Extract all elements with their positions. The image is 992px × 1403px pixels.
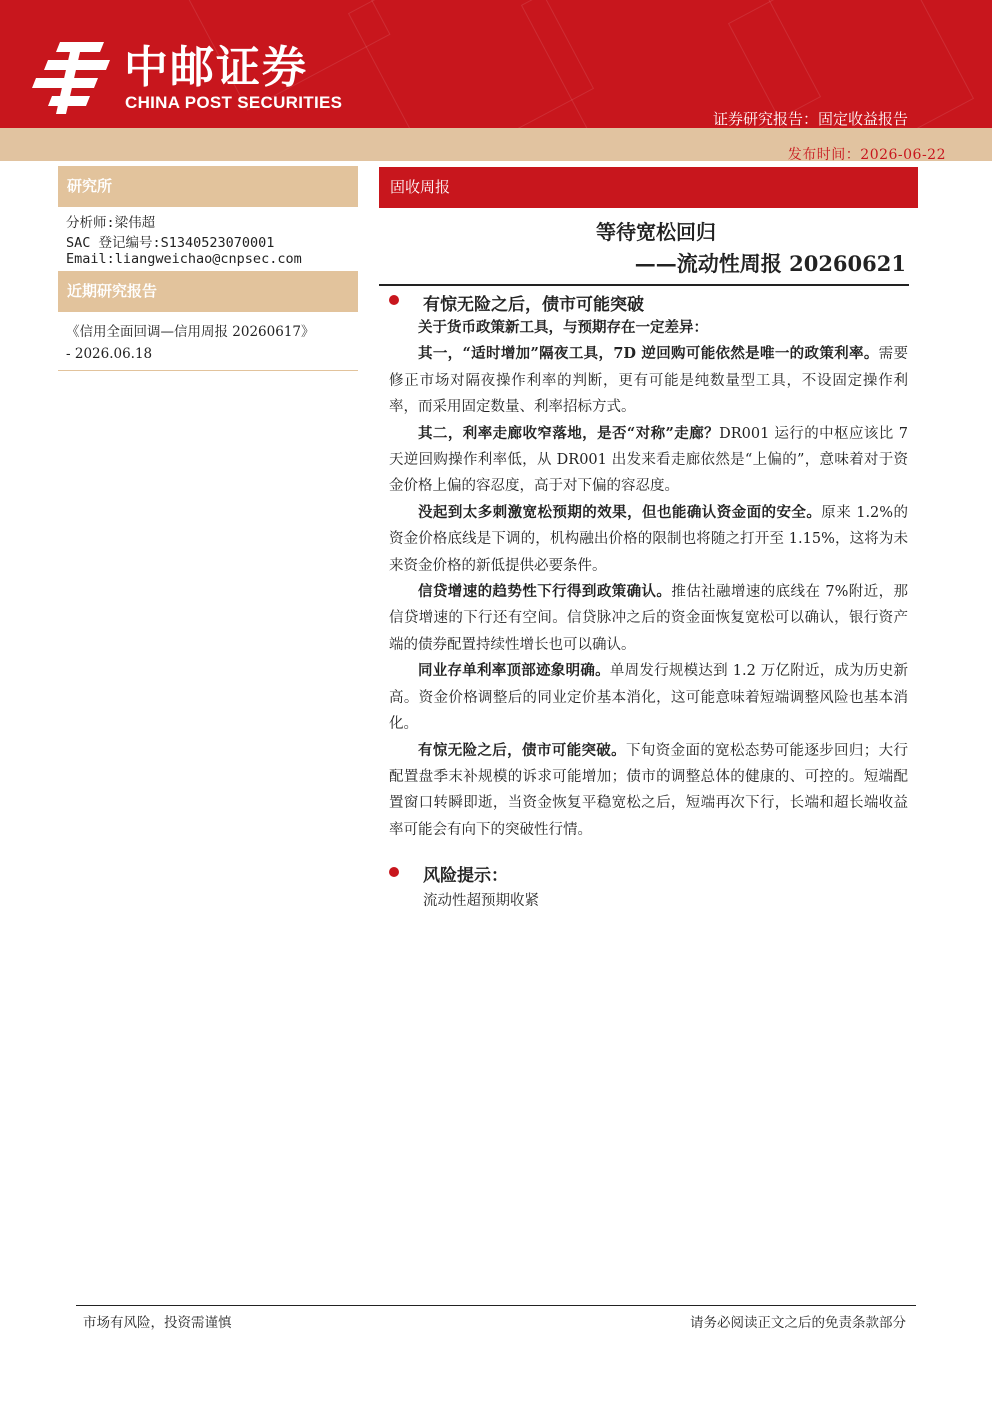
bullet-icon bbox=[389, 295, 399, 305]
brand-name-cn: 中邮证券 bbox=[124, 42, 308, 93]
risk-text: 流动性超预期收紧 bbox=[423, 893, 539, 909]
recent-reports-header: 近期研究报告 bbox=[58, 271, 358, 312]
footer-disclaimer-right: 请务必阅读正文之后的免责条款部分 bbox=[690, 1315, 906, 1331]
paragraph-3: 没起到太多刺激宽松预期的效果，但也能确认资金面的安全。原来 1.2%的资金价格底线是下调的，机构融出价格的限制也将随之打开至 1.15%，这将为未来资金价格的新低提供必要条件。 bbox=[389, 503, 908, 574]
footer-rule bbox=[76, 1305, 916, 1306]
intro-line: 关于货币政策新工具，与预期存在一定差异： bbox=[418, 319, 708, 336]
recent-report-link[interactable]: 《信用全面回调—信用周报 20260617》 bbox=[66, 324, 315, 340]
section-headline: 有惊无险之后，债市可能突破 bbox=[423, 295, 644, 315]
china-post-logo-icon bbox=[30, 40, 112, 116]
report-subtitle: ——流动性周报 20260621 bbox=[634, 251, 906, 276]
institute-header: 研究所 bbox=[58, 166, 358, 207]
paragraph-2: 其二，利率走廊收窄落地，是否“对称”走廊？DR001 运行的中枢应该比 7 天逆回购操作利率低，从 DR001 出发来看走廊依然是“上偏的”，意味着对于资金价格上偏的容忍度，高于对下偏的容忍度。 bbox=[389, 424, 908, 495]
brand-name-en: CHINA POST SECURITIES bbox=[125, 93, 343, 112]
recent-report-date: - 2026.06.18 bbox=[66, 346, 153, 362]
paragraph-6: 有惊无险之后，债市可能突破。下旬资金面的宽松态势可能逐步回归；大行配置盘季末补规模的诉求可能增加；债市的调整总体的健康的、可控的。短端配置窗口转瞬即逝，当资金恢复平稳宽松之后，短端再次下行，长端和超长端收益率可能会有向下的突破性行情。 bbox=[389, 741, 908, 838]
paragraph-4: 信贷增速的趋势性下行得到政策确认。推估社融增速的底线在 7%附近，那信贷增速的下行还有空间。信贷脉冲之后的资金面恢复宽松可以确认，银行资产端的债券配置持续性增长也可以确认。 bbox=[389, 583, 908, 653]
analyst-email[interactable]: Email:liangweichao@cnpsec.com bbox=[66, 251, 302, 267]
body-text bbox=[389, 315, 908, 843]
sac-number: SAC 登记编号:S1340523070001 bbox=[66, 235, 275, 251]
title-rule bbox=[379, 284, 909, 286]
report-title: 等待宽松回归 bbox=[596, 220, 716, 244]
footer-disclaimer-left: 市场有风险，投资需谨慎 bbox=[83, 1315, 232, 1331]
analyst-name: 分析师:梁伟超 bbox=[66, 215, 156, 231]
publish-date: 发布时间：2026-06-22 bbox=[787, 147, 946, 163]
sidebar-divider bbox=[58, 370, 358, 371]
paragraph-1: 其一，“适时增加”隔夜工具，7D 逆回购可能依然是唯一的政策利率。需要修正市场对隔夜操作利率的判断，更有可能是纯数量型工具，不设固定操作利率，而采用固定数量、利率招标方式。 bbox=[389, 345, 909, 416]
section-header: 固收周报 bbox=[379, 167, 918, 208]
report-type: 证券研究报告：固定收益报告 bbox=[712, 110, 908, 128]
paragraph-5: 同业存单利率顶部迹象明确。单周发行规模达到 1.2 万亿附近，成为历史新高。资金价格调整后的同业定价基本消化，这可能意味着短端调整风险也基本消化。 bbox=[389, 662, 909, 733]
bullet-icon bbox=[389, 867, 399, 877]
risk-heading: 风险提示： bbox=[423, 866, 508, 886]
